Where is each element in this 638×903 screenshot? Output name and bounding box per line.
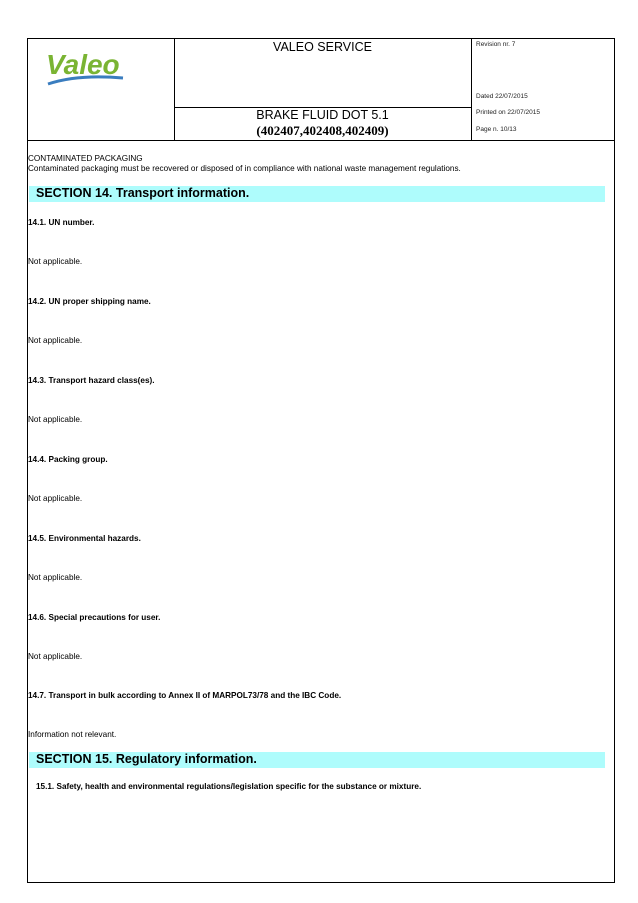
section-15-1-heading: 15.1. Safety, health and environmental regulations/legislation specific for the substance or mixture.	[36, 782, 422, 791]
printed-on: Printed on 22/07/2015	[476, 109, 540, 116]
company-name: VALEO SERVICE	[273, 40, 372, 54]
section-14-7-heading: 14.7. Transport in bulk according to Annex II of MARPOL73/78 and the IBC Code.	[28, 691, 342, 700]
section-14-3-value: Not applicable.	[28, 415, 83, 424]
section-14-1-heading: 14.1. UN number.	[28, 218, 95, 227]
product-name: BRAKE FLUID DOT 5.1	[256, 108, 389, 122]
section-14-2-value: Not applicable.	[28, 336, 83, 345]
section-15-title: SECTION 15. Regulatory information.	[36, 752, 257, 766]
header-divider-2	[471, 38, 472, 140]
section-14-1-value: Not applicable.	[28, 257, 83, 266]
svg-text:Valeo: Valeo	[46, 49, 120, 80]
dated: Dated 22/07/2015	[476, 93, 528, 100]
product-codes: (402407,402408,402409)	[256, 123, 389, 138]
section-14-5-value: Not applicable.	[28, 573, 83, 582]
valeo-logo	[38, 44, 138, 92]
header-bottom-rule	[27, 140, 615, 141]
section-14-4-heading: 14.4. Packing group.	[28, 455, 108, 464]
contaminated-packaging-heading: CONTAMINATED PACKAGING	[28, 154, 143, 163]
revision-number: Revision nr. 7	[476, 41, 516, 48]
page-number: Page n. 10/13	[476, 126, 517, 133]
section-14-4-value: Not applicable.	[28, 494, 83, 503]
section-14-6-heading: 14.6. Special precautions for user.	[28, 613, 161, 622]
section-14-5-heading: 14.5. Environmental hazards.	[28, 534, 141, 543]
section-14-title: SECTION 14. Transport information.	[36, 186, 250, 200]
section-14-3-heading: 14.3. Transport hazard class(es).	[28, 376, 155, 385]
section-14-6-value: Not applicable.	[28, 652, 83, 661]
section-14-2-heading: 14.2. UN proper shipping name.	[28, 297, 151, 306]
contaminated-packaging-text: Contaminated packaging must be recovered or disposed of in compliance with national waste management regulations.	[28, 164, 461, 173]
section-14-7-value: Information not relevant.	[28, 730, 117, 739]
